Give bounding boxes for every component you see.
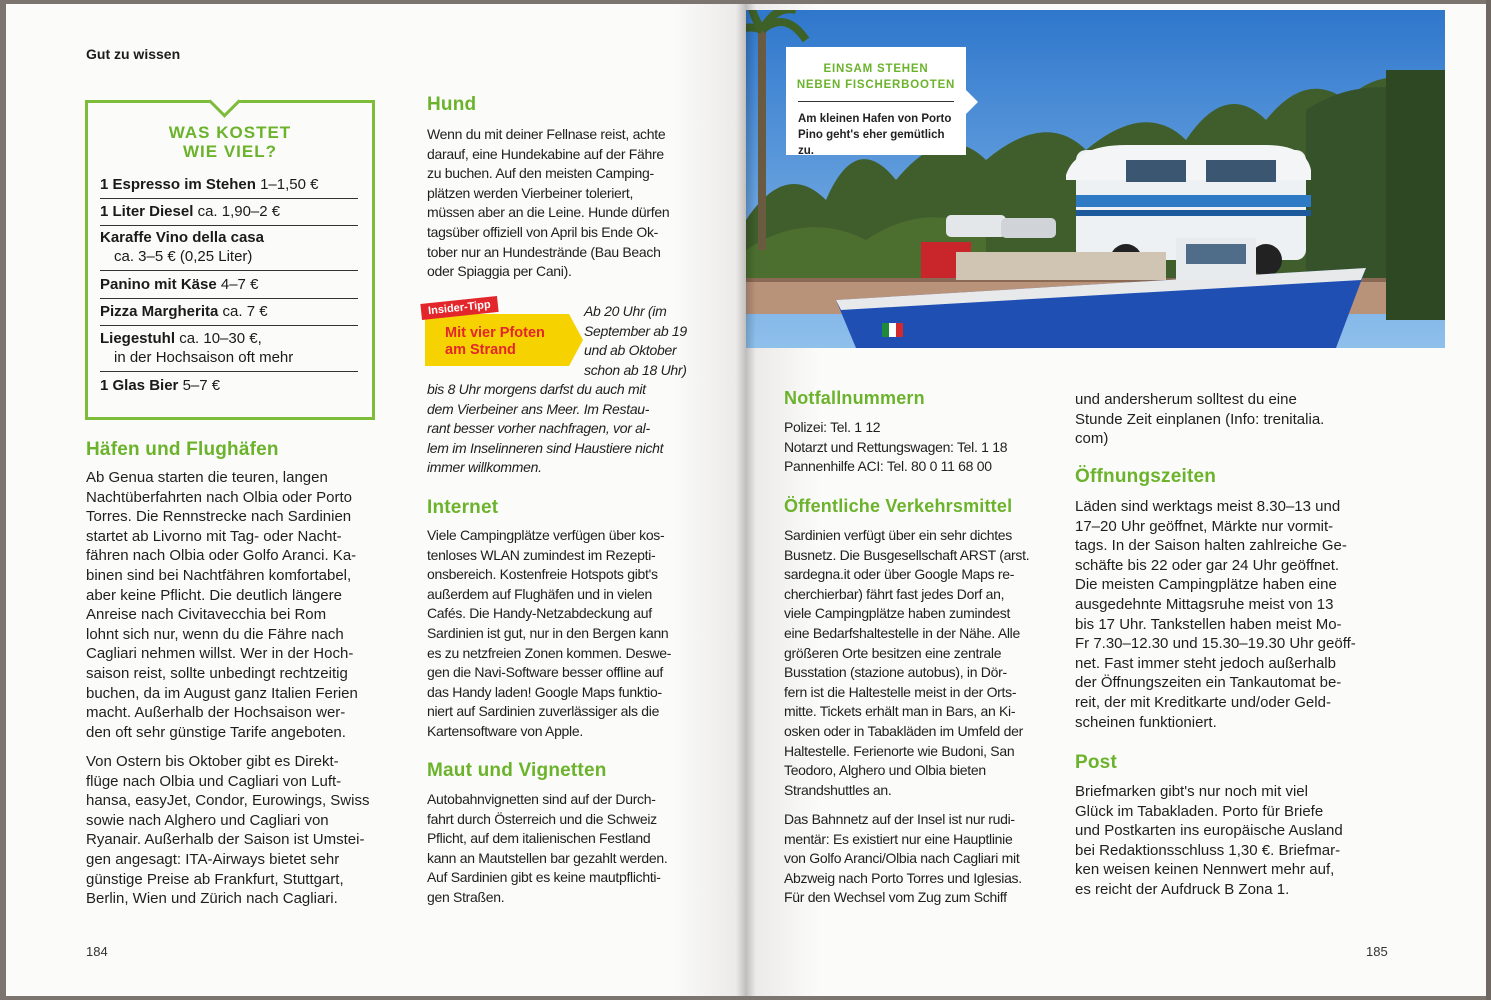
heading-notfall: Notfallnummern — [784, 388, 925, 408]
text-line: Ryanair. Außerhalb der Saison ist Umstei- — [86, 831, 365, 849]
price-row — [100, 175, 358, 199]
text-line: gen angesagt: ITA-Airways bietet sehr — [86, 850, 340, 868]
text-line: aber keine Pflicht. Die deutlich längere — [86, 586, 342, 604]
text-line: com) — [1075, 430, 1109, 448]
text-line: scheinen funktioniert. — [1075, 713, 1217, 731]
price-item: 1 Glas Bier — [100, 377, 179, 394]
text-line: von Golfo Aranci/Olbia nach Cagliari mit — [784, 850, 1020, 867]
photo-camper-boat — [746, 10, 1445, 348]
paragraph-hund — [427, 125, 717, 282]
text-line: viele Campingplätze haben zumindest — [784, 605, 1011, 622]
price-item: 1 Liter Diesel — [100, 203, 194, 220]
left-page — [6, 4, 746, 996]
right-page — [746, 4, 1486, 996]
text-line: ausgedehnte Mittagsruhe meist von 13 — [1075, 595, 1334, 613]
text-line: tober nur an Hundestrände (Bau Beach — [427, 243, 661, 260]
text-line: dem Vierbeiner ans Meer. Im Restau- — [427, 400, 650, 417]
text-line: niert auf Sardinien zuverlässiger als die — [427, 703, 660, 720]
paragraph-maut — [427, 790, 717, 908]
text-line: gen die Navi-Software besser offline auf — [427, 664, 663, 681]
price-value: ca. 1,90–2 € — [197, 203, 281, 220]
text-line: bei Redaktionsschluss 1,30 €. Briefmar- — [1075, 841, 1341, 859]
text-line: fähren nach Olbia oder Golfo Aranci. Ka- — [86, 547, 357, 565]
text-line: oder Spiaggia per Cani). — [427, 263, 572, 280]
text-line: lohnt sich nur, wenn du die Fähre nach — [86, 625, 344, 643]
text-line: Busstation (stazione autobus), in Dör- — [784, 664, 1007, 681]
price-row — [100, 275, 358, 299]
text-line: der Öffnungszeiten ein Tankautomat be- — [1075, 674, 1342, 692]
text-line: Läden sind werktags meist 8.30–13 und — [1075, 498, 1341, 515]
price-box-notch — [208, 85, 241, 118]
price-item: Panino mit Käse — [100, 276, 217, 293]
text-line: Pflicht, auf dem italienischen Festland — [427, 830, 651, 847]
text-line: mentär: Es existiert nur eine Hauptlinie — [784, 830, 1013, 847]
paragraph-notfall — [784, 418, 1074, 477]
text-line: Stunde Zeit einplanen (Info: trenitalia. — [1075, 410, 1325, 428]
text-line: Abzweig nach Porto Torres und Iglesias. — [784, 869, 1022, 886]
text-line: tenloses WLAN zumindest im Rezepti- — [427, 546, 656, 563]
text-line: Busnetz. Die Busgesellschaft ARST (arst. — [784, 546, 1030, 563]
text-line: onsbereich. Kostenfreie Hotspots gibt's — [427, 566, 658, 583]
photo-callout-divider — [798, 101, 954, 102]
text-line: Strandshuttles an. — [784, 781, 892, 798]
text-line: mitte. Tickets erhält man in Bars, an Ki- — [784, 703, 1016, 720]
text-line: plätzen werden Vierbeiner toleriert, — [427, 184, 634, 201]
paragraph-haefen-1 — [86, 468, 416, 742]
text-line: eine Bedarfshaltestelle in der Nähe. Alle — [784, 624, 1020, 641]
price-item: Liegestuhl — [100, 330, 176, 347]
insider-tip-text — [427, 380, 717, 478]
text-line: sardegna.it oder über Google Maps re- — [784, 566, 1015, 583]
price-value: 4–7 € — [220, 276, 259, 293]
heading-oeffnung: Öffnungszeiten — [1075, 466, 1217, 487]
text-line: binen sind bei Nachtfähren komfortabel, — [86, 566, 352, 584]
insider-tip-tag: Insider-Tipp — [420, 296, 498, 320]
book-edge — [1486, 0, 1491, 1000]
text-line: schon ab 18 Uhr) — [584, 361, 687, 378]
text-line: Sardinien verfügt über ein sehr dichtes — [784, 527, 1012, 543]
photo-callout — [786, 47, 966, 155]
text-line: Die meisten Campingplätze haben eine — [1075, 576, 1337, 594]
text-line: Viele Campingplätze verfügen über kos- — [427, 527, 665, 543]
text-line: fern ist die Haltestelle meist in der Orts- — [784, 683, 1017, 700]
insider-tip-arrow — [569, 314, 583, 366]
text-line: und Postkarten ins europäische Ausland — [1075, 822, 1343, 840]
text-line: macht. Außerhalb der Hochsaison wer- — [86, 704, 346, 722]
paragraph-haefen-2 — [86, 752, 416, 909]
text-line: osken oder in Tabakläden im Umfeld der — [784, 722, 1023, 739]
price-value: 1–1,50 € — [260, 176, 319, 193]
text-line: Haltestelle. Ferienorte wie Budoni, San — [784, 742, 1015, 759]
text-line: Teodoro, Alghero und Olbia bieten — [784, 762, 986, 779]
text-line: zu buchen. Auf den meisten Camping- — [427, 165, 654, 182]
text-line: es zu netzfreien Zonen kommen. Deswe- — [427, 644, 672, 661]
text-line: flüge nach Olbia und Cagliari von Luft- — [86, 772, 342, 790]
text-line: Wenn du mit deiner Fellnase reist, achte — [427, 126, 666, 142]
text-line: müssen aber an die Leine. Hunde dürfen — [427, 204, 670, 221]
heading-hund: Hund — [427, 94, 477, 115]
photo-caption: Am kleinen Hafen von Porto Pino geht's eher gemütlich zu. — [798, 113, 952, 157]
price-row — [100, 202, 358, 226]
text-line: Von Ostern bis Oktober gibt es Direkt- — [86, 753, 339, 770]
text-line: Fr 7.30–12.30 und 15.30–19.30 Uhr geöff- — [1075, 635, 1356, 653]
text-line: Pannenhilfe ACI: Tel. 80 0 11 68 00 — [784, 458, 992, 475]
text-line: bis 8 Uhr morgens darfst du auch mit — [427, 381, 646, 397]
text-line: darauf, eine Hundekabine auf der Fähre — [427, 145, 664, 162]
text-line: Glück im Tabakladen. Porto für Briefe — [1075, 802, 1324, 820]
text-line: Torres. Die Rennstrecke nach Sardinien — [86, 508, 352, 526]
paragraph-oeffentlich-1 — [784, 526, 1074, 800]
price-row — [100, 329, 358, 372]
running-head: Gut zu wissen — [86, 46, 181, 62]
text-line: Notarzt und Rettungswagen: Tel. 1 18 — [784, 438, 1008, 455]
text-line: und andersherum solltest du eine — [1075, 391, 1297, 408]
text-line: rant besser vorher nachfragen, vor al- — [427, 420, 650, 437]
text-line: net. Fast immer steht jedoch außerhalb — [1075, 654, 1336, 672]
page-number-right: 185 — [1366, 944, 1388, 959]
text-line: Kartensoftware von Apple. — [427, 722, 583, 739]
text-line: Cafés. Die Handy-Netzabdeckung auf — [427, 605, 652, 622]
price-row — [100, 302, 358, 326]
text-line: das Handy laden! Google Maps funktio- — [427, 683, 662, 700]
price-value-note: in der Hochsaison oft mehr — [114, 349, 294, 366]
price-box — [85, 100, 375, 420]
text-line: außerdem auf Flughäfen und in vielen — [427, 585, 653, 602]
text-line: Anreise nach Civitavecchia bei Rom — [86, 606, 327, 624]
text-line: Briefmarken gibt's nur noch mit viel — [1075, 783, 1308, 800]
paragraph-oeffentlich-2 — [784, 810, 1074, 908]
text-line: tags. In der Saison halten zahlreiche Ge- — [1075, 537, 1347, 555]
text-line: schäfte bis 22 oder gar 24 Uhr geöffnet. — [1075, 556, 1340, 574]
text-line: Polizei: Tel. 1 12 — [784, 419, 881, 435]
paragraph-post — [1075, 782, 1415, 900]
text-line: Berlin, Wien und Zürich nach Cagliari. — [86, 890, 338, 908]
text-line: es reicht der Aufdruck B Zona 1. — [1075, 880, 1290, 898]
text-line: fahrt durch Österreich und die Schweiz — [427, 810, 657, 827]
text-line: Ab 20 Uhr (im — [584, 303, 667, 319]
paragraph-oeffentlich-continued — [1075, 390, 1405, 449]
text-line: kann an Mautstellen bar gezahlt werden. — [427, 849, 668, 866]
text-line: tagsüber offiziell von April bis Ende Ok- — [427, 223, 659, 240]
text-line: startet ab Livorno mit Tag- oder Nacht- — [86, 527, 342, 545]
price-value: 5–7 € — [182, 377, 221, 394]
text-line: Autobahnvignetten sind auf der Durch- — [427, 791, 656, 807]
price-value: ca. 3–5 € (0,25 Liter) — [114, 248, 253, 265]
price-value: ca. 7 € — [222, 303, 268, 320]
insider-tip-side-text — [584, 302, 714, 380]
text-line: sowie nach Alghero und Cagliari von — [86, 811, 329, 829]
text-line: den oft sehr günstige Tarife angeboten. — [86, 723, 346, 741]
text-line: Ab Genua starten die teuren, langen — [86, 469, 328, 486]
price-item: Karaffe Vino della casa — [100, 229, 264, 246]
text-line: und ab Oktober — [584, 342, 677, 359]
paragraph-oeffnung — [1075, 497, 1415, 732]
text-line: saison reist, sollte unbedingt rechtzeitig — [86, 664, 348, 682]
text-line: Für den Wechsel vom Zug zum Schiff — [784, 889, 1007, 906]
heading-maut: Maut und Vignetten — [427, 760, 607, 781]
page-number-left: 184 — [86, 944, 108, 959]
heading-haefen: Häfen und Flughäfen — [86, 439, 279, 460]
photo-callout-arrow — [966, 90, 978, 114]
text-line: größeren Orte besitzen eine zentrale — [784, 644, 1002, 661]
insider-tip-title: Mit vier Pfoten am Strand — [445, 325, 545, 358]
text-line: lem im Inselinneren sind Haustiere nicht — [427, 439, 664, 456]
text-line: gen Straßen. — [427, 888, 505, 905]
text-line: September ab 19 — [584, 322, 687, 339]
paragraph-internet — [427, 526, 717, 742]
price-item: 1 Espresso im Stehen — [100, 176, 256, 193]
insider-tip — [425, 300, 585, 370]
text-line: Auf Sardinien gibt es keine mautpflichti- — [427, 869, 661, 886]
price-row — [100, 228, 358, 271]
heading-internet: Internet — [427, 497, 499, 518]
text-line: ken weisen keinen Nennwert mehr auf, — [1075, 861, 1335, 879]
photo-callout-title: EINSAM STEHEN NEBEN FISCHERBOOTEN — [796, 63, 956, 91]
text-line: cherchierbar) fährt fast jedes Dorf an, — [784, 585, 1005, 602]
text-line: Nachtüberfahrten nach Olbia oder Porto — [86, 488, 352, 506]
price-box-title: WAS KOSTET WIE VIEL? — [168, 123, 292, 161]
heading-oeffentlich: Öffentliche Verkehrsmittel — [784, 496, 1013, 516]
price-row — [100, 376, 358, 399]
price-item: Pizza Margherita — [100, 303, 219, 320]
text-line: reit, der mit Kreditkarte und/oder Geld- — [1075, 693, 1331, 711]
price-value: ca. 10–30 €, — [179, 330, 262, 347]
text-line: hansa, easyJet, Condor, Eurowings, Swiss — [86, 792, 370, 810]
text-line: buchen, da im August ganz Italien Ferien — [86, 684, 358, 702]
text-line: Das Bahnnetz auf der Insel ist nur rudi- — [784, 811, 1015, 827]
text-line: immer willkommen. — [427, 459, 542, 476]
heading-post: Post — [1075, 752, 1117, 773]
text-line: Sardinien ist gut, nur in den Bergen kann — [427, 624, 669, 641]
text-line: 17–20 Uhr geöffnet, Märkte nur vormit- — [1075, 517, 1334, 535]
text-line: Cagliari nehmen willst. Wer in der Hoch- — [86, 645, 354, 663]
text-line: bis 17 Uhr. Tankstellen haben meist Mo- — [1075, 615, 1342, 633]
text-line: günstige Preise ab Frankfurt, Stuttgart, — [86, 870, 344, 888]
